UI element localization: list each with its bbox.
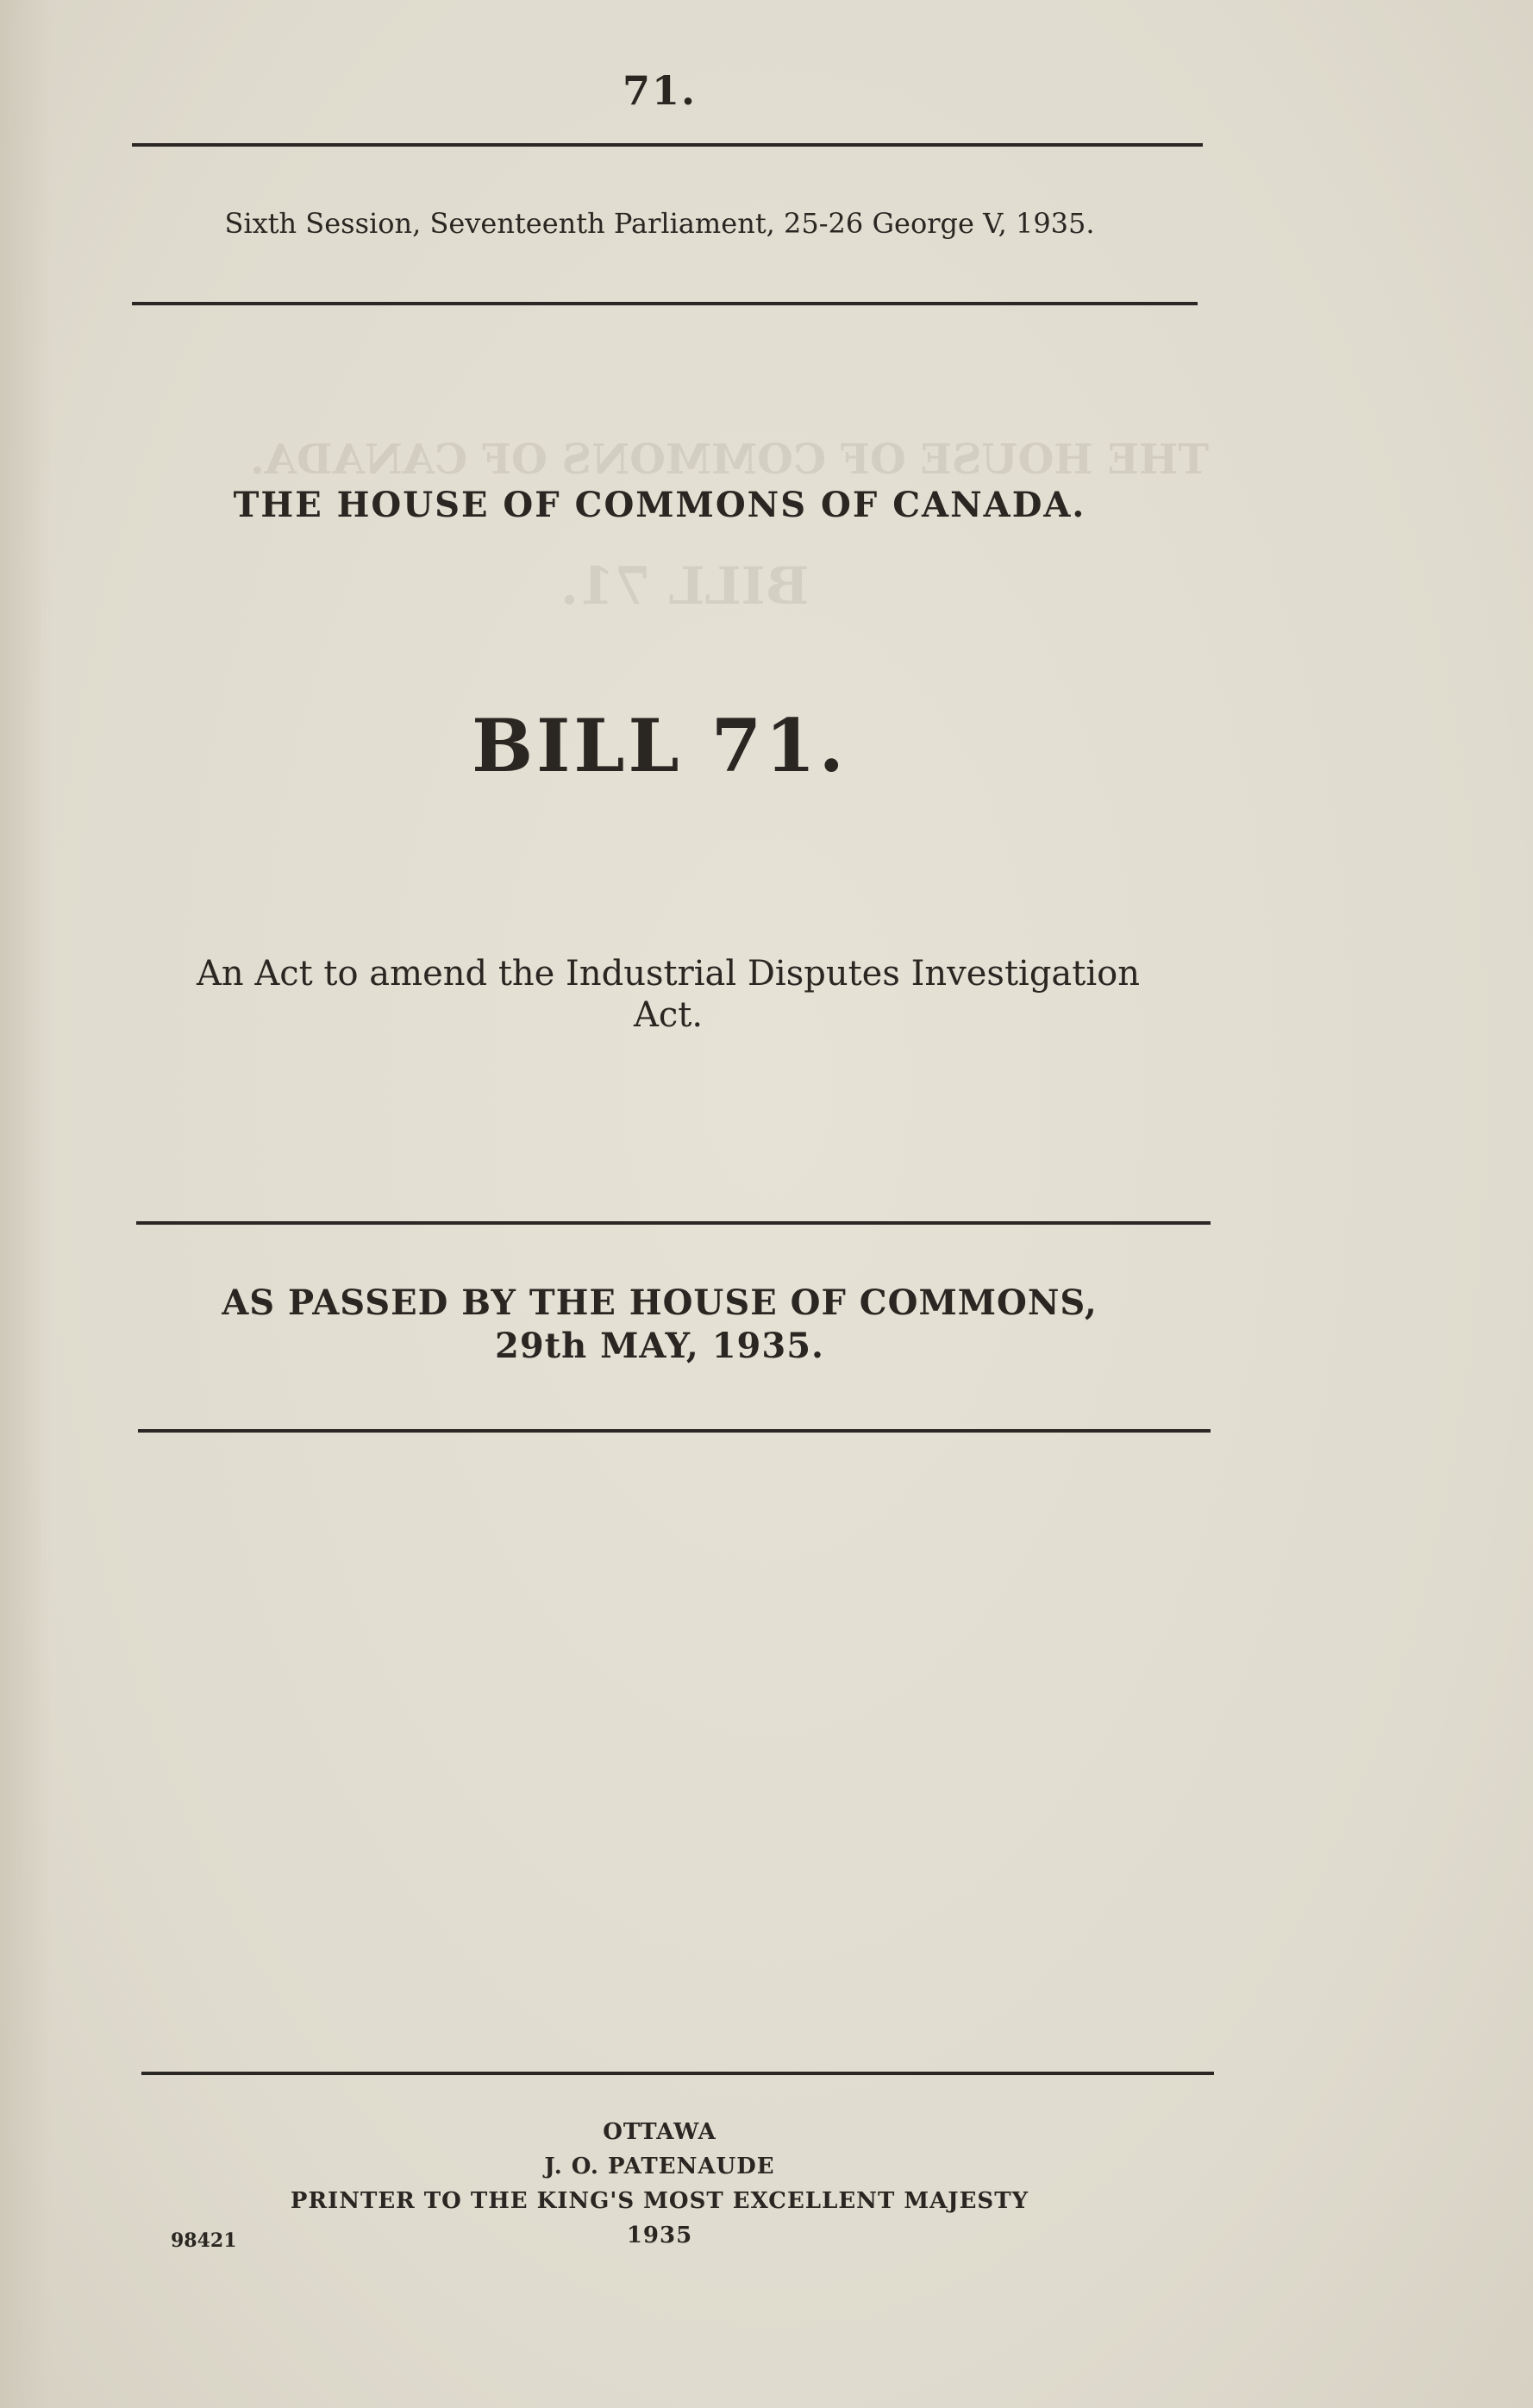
divider-rule-3 — [136, 1221, 1211, 1225]
printer-year: 1935 — [626, 2223, 693, 2248]
house-title: THE HOUSE OF COMMONS OF CANADA. — [233, 485, 1086, 525]
act-title — [147, 953, 1190, 1036]
session-line: Sixth Session, Seventeenth Parliament, 25-26 George V, 1935. — [224, 207, 1095, 240]
divider-rule-1 — [132, 143, 1203, 147]
act-title-line-2: Act. — [633, 995, 704, 1035]
bleed-through-bill: BILL 71. — [560, 556, 810, 617]
printer-imprint — [129, 2115, 1190, 2253]
bill-title: BILL 71. — [472, 703, 848, 788]
passed-statement — [129, 1282, 1190, 1368]
printer-name: J. O. PATENAUDE — [544, 2154, 775, 2179]
passed-line-2: 29th MAY, 1935. — [495, 1326, 824, 1366]
divider-rule-4 — [138, 1429, 1211, 1433]
bill-number-header: 71. — [622, 67, 698, 114]
printer-city: OTTAWA — [603, 2119, 716, 2145]
act-title-line-1: An Act to amend the Industrial Disputes Investigation — [196, 954, 1140, 994]
job-number: 98421 — [171, 2229, 237, 2252]
printer-title: PRINTER TO THE KING'S MOST EXCELLENT MAJESTY — [290, 2188, 1029, 2214]
bleed-through-house: THE HOUSE OF COMMONS OF CANADA. — [250, 436, 1210, 484]
binding-shadow — [0, 0, 52, 2408]
divider-rule-5 — [141, 2072, 1214, 2075]
divider-rule-2 — [132, 302, 1198, 305]
passed-line-1: AS PASSED BY THE HOUSE OF COMMONS, — [222, 1282, 1098, 1323]
